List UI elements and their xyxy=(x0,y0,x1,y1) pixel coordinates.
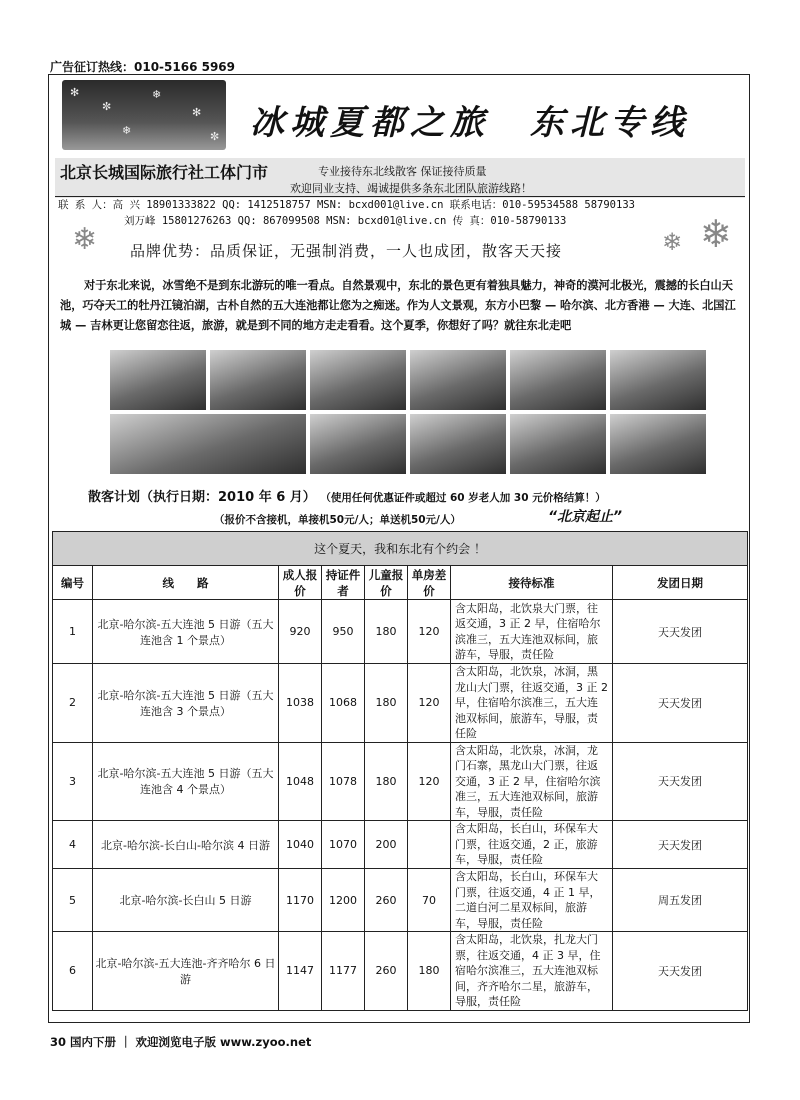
contact-row-2: 刘万峰 15801276263 QQ: 867099508 MSN: bcxd01@live.cn 传 真：010-58790133 xyxy=(124,215,567,227)
cell-child: 260 xyxy=(365,932,408,1011)
cell-single: 120 xyxy=(408,742,451,821)
brand-advantage: 品牌优势：品质保证，无强制消费，一人也成团，散客天天接 xyxy=(130,242,563,260)
header-child: 儿童报价 xyxy=(365,566,408,600)
cell-standard: 含太阳岛，北饮泉，冰洞，龙门石寨，黑龙山大门票，往返交通，3 正 2 早，住宿哈尔滨准三，五大连池双标间，旅游车，导服，责任险 xyxy=(451,742,613,821)
snowflake-icon: ❄ xyxy=(72,222,98,257)
header-no: 编号 xyxy=(53,566,93,600)
cell-route: 北京-哈尔滨-长白山-哈尔滨 4 日游 xyxy=(93,821,279,869)
cell-standard: 含太阳岛，长白山，环保车大门票，往返交通，2 正，旅游车，导服，责任险 xyxy=(451,821,613,869)
photo-cranes xyxy=(410,414,506,474)
header-card: 持证件者 xyxy=(322,566,365,600)
cell-card: 1177 xyxy=(322,932,365,1011)
photo-night-lights xyxy=(610,350,706,410)
table-row xyxy=(53,600,748,664)
cell-departure: 天天发团 xyxy=(613,600,748,664)
cell-route: 北京-哈尔滨-五大连池 5 日游（五大连池含 3 个景点） xyxy=(93,664,279,743)
contact-row-1: 联 系 人：高 兴 18901333822 QQ: 1412518757 MSN: bcxd001@live.cn 联系电话：010-59534588 58790133 xyxy=(58,199,635,211)
page-title: 冰城夏都之旅 东北专线 xyxy=(250,103,690,143)
header-single: 单房差价 xyxy=(408,566,451,600)
photo-town xyxy=(610,414,706,474)
cell-single: 120 xyxy=(408,664,451,743)
cell-single: 180 xyxy=(408,932,451,1011)
photo-coast xyxy=(310,350,406,410)
table-row xyxy=(53,932,748,1011)
cell-card: 1200 xyxy=(322,869,365,932)
table-caption: 这个夏天，我和东北有个约会 ！ xyxy=(53,532,748,566)
cell-card: 950 xyxy=(322,600,365,664)
cell-single: 70 xyxy=(408,869,451,932)
photo-performers xyxy=(510,350,606,410)
cell-child: 200 xyxy=(365,821,408,869)
cell-card: 1078 xyxy=(322,742,365,821)
cell-child: 260 xyxy=(365,869,408,932)
cell-standard: 含太阳岛，北饮泉大门票，往返交通，3 正 2 早，住宿哈尔滨准三，五大连池双标间，旅游车，导服，责任险 xyxy=(451,600,613,664)
cell-no: 4 xyxy=(53,821,93,869)
cell-route: 北京-哈尔滨-长白山 5 日游 xyxy=(93,869,279,932)
cell-no: 2 xyxy=(53,664,93,743)
cell-standard: 含太阳岛，长白山，环保车大门票，往返交通，4 正 1 早，二道白河二星双标间，旅游车，导服，责任险 xyxy=(451,869,613,932)
photo-church xyxy=(210,350,306,410)
photo-beach xyxy=(410,350,506,410)
cell-departure: 天天发团 xyxy=(613,742,748,821)
cell-departure: 天天发团 xyxy=(613,664,748,743)
plan-condition: （使用任何优惠证件或超过 60 岁老人加 30 元价格结算！） xyxy=(320,492,606,504)
intro-paragraph: 对于东北来说，冰雪绝不是到东北游玩的唯一看点。自然景观中，东北的景色更有着独具魅力，神奇的漠河北极光，震撼的长白山天池，巧夺天工的牡丹江镜泊湖，古朴自然的五大连池都让您为之痴迷。作为人文景观，东方小巴黎 — 哈尔滨、北方香港 — 大连、北国江城 — 吉林更让您留恋往返，旅游，就是到不同的地方走走看看。这个夏季，你想好了吗？就往东北走吧 xyxy=(60,279,736,332)
page-footer: 30 国内下册 ｜ 欢迎浏览电子版 www.zyoo.net xyxy=(50,1035,312,1049)
cell-adult: 1147 xyxy=(279,932,322,1011)
cell-departure: 天天发团 xyxy=(613,821,748,869)
cell-adult: 1040 xyxy=(279,821,322,869)
winter-banner-image: ✻ ✼ ❄ ✻ ❄ ✼ xyxy=(62,80,226,150)
cell-adult: 1170 xyxy=(279,869,322,932)
cell-child: 180 xyxy=(365,600,408,664)
cell-standard: 含太阳岛，北饮泉，扎龙大门票，往返交通，4 正 3 早，住宿哈尔滨准三，五大连池双标间，齐齐哈尔二星，旅游车，导服，责任险 xyxy=(451,932,613,1011)
photo-lake xyxy=(110,414,306,474)
cell-departure: 周五发团 xyxy=(613,869,748,932)
photo-monument xyxy=(110,350,206,410)
photo-waterfall xyxy=(310,414,406,474)
header-standard: 接待标准 xyxy=(451,566,613,600)
photo-dancers xyxy=(510,414,606,474)
table-row xyxy=(53,821,748,869)
snowflake-icon: ❄ xyxy=(700,212,732,256)
cell-departure: 天天发团 xyxy=(613,932,748,1011)
cell-route: 北京-哈尔滨-五大连池 5 日游（五大连池含 1 个景点） xyxy=(93,600,279,664)
cell-adult: 1038 xyxy=(279,664,322,743)
snowflake-icon: ❄ xyxy=(662,228,683,256)
agency-welcome: 欢迎同业支持、竭诚提供多条东北团队旅游线路！ xyxy=(290,182,532,195)
ad-hotline: 广告征订热线：010-5166 5969 xyxy=(50,60,236,74)
plan-heading xyxy=(88,486,606,505)
photo-collage xyxy=(110,350,710,476)
agency-tagline: 专业接待东北线散客 保证接待质量 xyxy=(318,165,487,178)
agency-name: 北京长城国际旅行社工体门市 xyxy=(60,163,269,182)
cell-single xyxy=(408,821,451,869)
cell-route: 北京-哈尔滨-五大连池 5 日游（五大连池含 4 个景点） xyxy=(93,742,279,821)
cell-no: 5 xyxy=(53,869,93,932)
cell-child: 180 xyxy=(365,742,408,821)
cell-standard: 含太阳岛，北饮泉，冰洞，黑龙山大门票，往返交通，3 正 2 早，住宿哈尔滨准三，五大连池双标间，旅游车，导服，责任险 xyxy=(451,664,613,743)
cell-card: 1068 xyxy=(322,664,365,743)
cell-no: 6 xyxy=(53,932,93,1011)
cell-card: 1070 xyxy=(322,821,365,869)
origin-label: “北京起止” xyxy=(548,509,623,525)
cell-adult: 920 xyxy=(279,600,322,664)
table-row xyxy=(53,869,748,932)
header-departure: 发团日期 xyxy=(613,566,748,600)
cell-no: 1 xyxy=(53,600,93,664)
header-route: 线 路 xyxy=(93,566,279,600)
cell-adult: 1048 xyxy=(279,742,322,821)
cell-single: 120 xyxy=(408,600,451,664)
cell-no: 3 xyxy=(53,742,93,821)
table-row xyxy=(53,664,748,743)
table-row xyxy=(53,742,748,821)
pickup-note: （报价不含接机，单接机50元/人；单送机50元/人） xyxy=(214,514,461,526)
route-table xyxy=(52,531,748,1011)
header-adult: 成人报价 xyxy=(279,566,322,600)
cell-child: 180 xyxy=(365,664,408,743)
cell-route: 北京-哈尔滨-五大连池-齐齐哈尔 6 日游 xyxy=(93,932,279,1011)
plan-title: 散客计划（执行日期：2010 年 6 月） xyxy=(88,490,316,505)
